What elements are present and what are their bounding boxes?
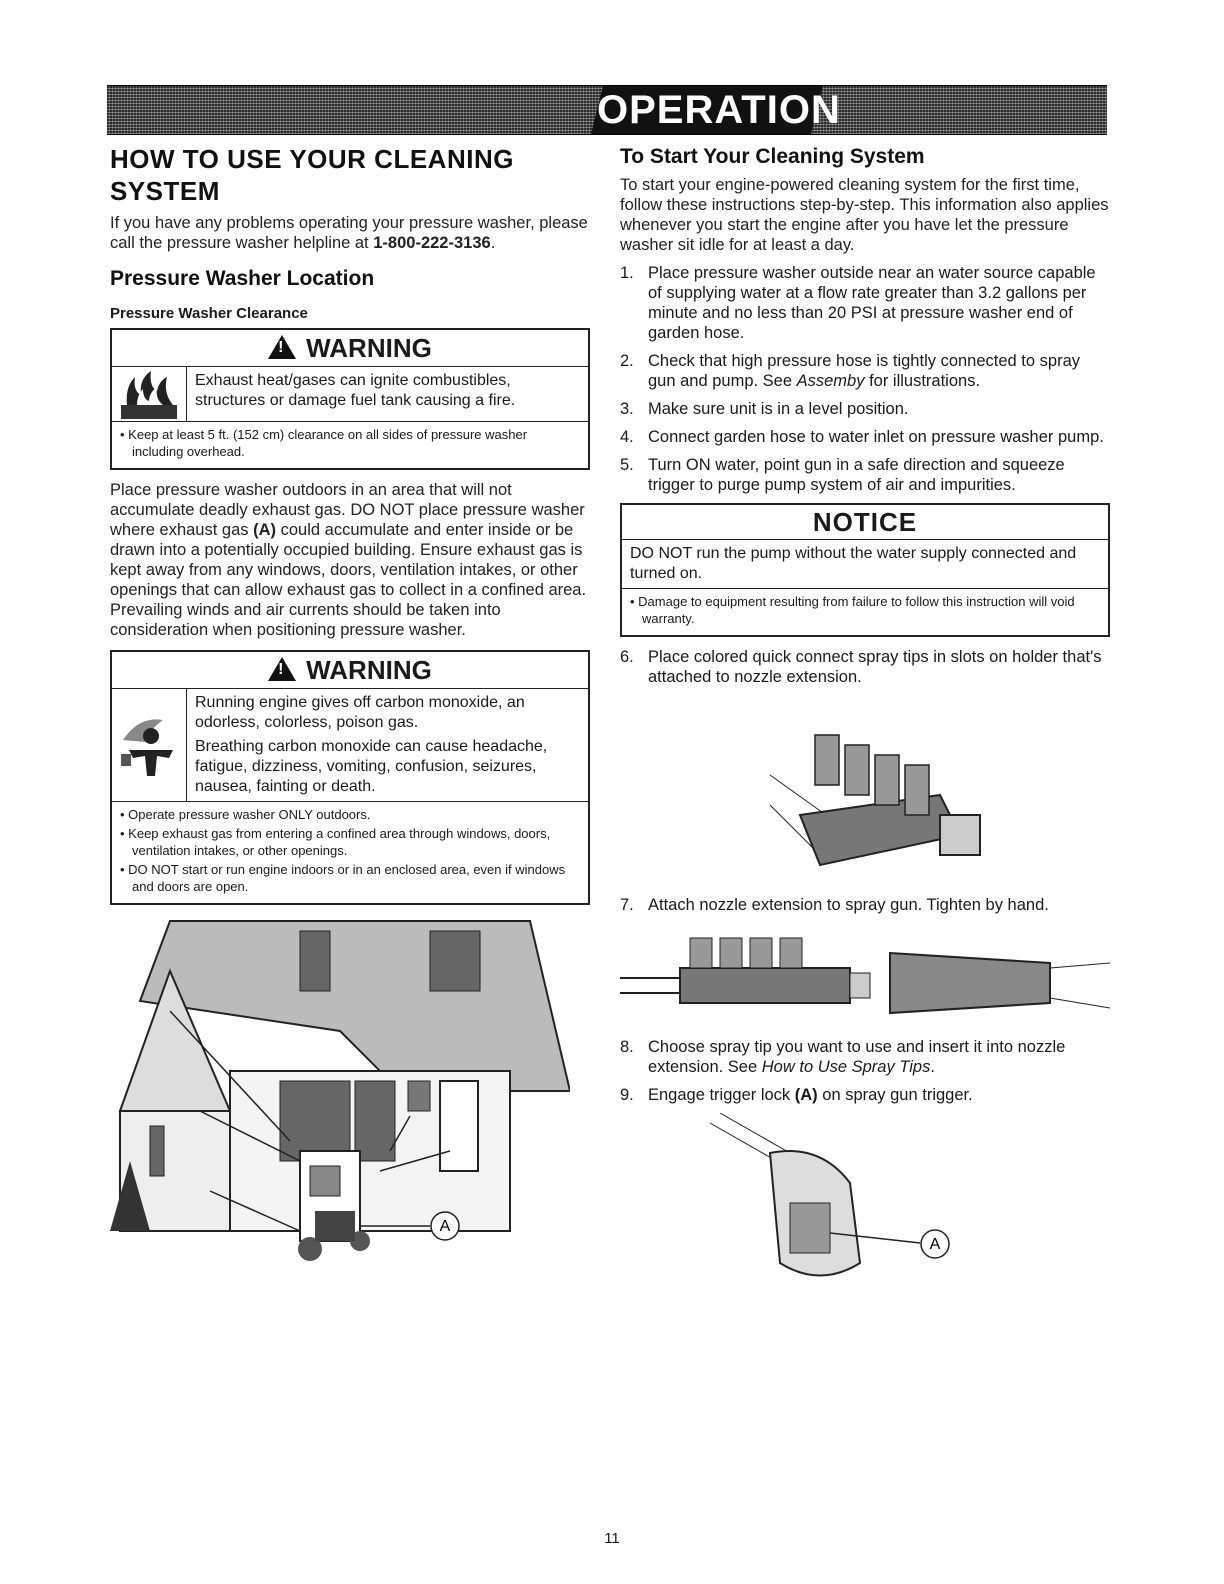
warning-message: Exhaust heat/gases can ignite combustibles, structures or damage fuel tank causing a fire. xyxy=(195,372,516,409)
intro-paragraph: If you have any problems operating your pressure washer, please call the pressure washer helpline at 1-800-222-3136. xyxy=(110,214,588,252)
house-clearance-illustration xyxy=(110,911,570,1271)
notice-bullet: • Damage to equipment resulting from failure to follow this instruction will void warranty. xyxy=(630,594,1075,626)
warning-message: Breathing carbon monoxide can cause headache, fatigue, dizziness, vomiting, confusion, seizures, nausea, fainting or death. xyxy=(195,738,548,795)
step-item: 3. Make sure unit is in a level position. xyxy=(620,400,909,418)
left-column xyxy=(110,143,590,1271)
step-item: 2. Check that high pressure hose is tightly connected to spray gun and pump. See Assemby for illustrations. xyxy=(620,352,1080,390)
banner-title: OPERATION xyxy=(591,86,823,134)
page-number: 11 xyxy=(604,1530,620,1547)
helpline-number: 1-800-222-3136 xyxy=(373,234,491,252)
warning-bullet: • Keep at least 5 ft. (152 cm) clearance on all sides of pressure washer including overhead. xyxy=(120,427,528,459)
notice-bullets xyxy=(622,589,1108,635)
fire-icon xyxy=(112,367,187,421)
step-item: 7. Attach nozzle extension to spray gun. Tighten by hand. xyxy=(620,896,1049,914)
warning-bullet: • DO NOT start or run engine indoors or in an enclosed area, even if windows and doors are open. xyxy=(120,862,566,894)
start-steps-continued xyxy=(620,1037,1110,1105)
nozzle-extension-illustration xyxy=(620,923,1110,1033)
figure-callout-a: A xyxy=(439,1218,451,1235)
section-title: HOW TO USE YOUR CLEANING SYSTEM xyxy=(110,144,514,206)
warning-heading: !WARNING xyxy=(112,330,588,367)
notice-box xyxy=(620,503,1110,637)
warning-heading: !WARNING xyxy=(112,652,588,689)
figure-callout-a: A xyxy=(929,1236,941,1253)
start-heading: To Start Your Cleaning System xyxy=(620,145,925,168)
location-paragraph: Place pressure washer outdoors in an area that will not accumulate deadly exhaust gas. DO NOT place pressure washer where exhaust gas (A) could accumulate and enter inside or be drawn into a potentially occupied building. Ensure exhaust gas is kept away from any windows, doors, ventilation intakes, or other openings that can allow exhaust gas to collect in a confined area. Prevailing winds and air currents should be taken into consideration when positioning pressure washer. xyxy=(110,481,587,639)
warning-bullets xyxy=(112,802,588,903)
operation-banner xyxy=(107,85,1107,135)
start-steps-continued xyxy=(620,647,1110,687)
step-item: 9. Engage trigger lock (A) on spray gun trigger. xyxy=(620,1086,973,1104)
clearance-heading: Pressure Washer Clearance xyxy=(110,305,308,322)
carbon-monoxide-icon xyxy=(112,689,187,801)
warning-message: Running engine gives off carbon monoxide, an odorless, colorless, poison gas. xyxy=(195,694,525,731)
step-item: 8. Choose spray tip you want to use and insert it into nozzle extension. See How to Use Spray Tips. xyxy=(620,1038,1066,1076)
warning-bullet: • Operate pressure washer ONLY outdoors. xyxy=(120,807,371,822)
warning-triangle-icon xyxy=(268,335,296,359)
warning-bullet: • Keep exhaust gas from entering a confined area through windows, doors, ventilation intakes, or other openings. xyxy=(120,826,551,858)
step-item: 4. Connect garden hose to water inlet on pressure washer pump. xyxy=(620,428,1104,446)
notice-message: DO NOT run the pump without the water supply connected and turned on. xyxy=(622,540,1108,589)
step-item: 1. Place pressure washer outside near an water source capable of supplying water at a flow rate greater than 3.2 gallons per minute and no less than 20 PSI at pressure washer end of garden hose. xyxy=(620,264,1096,342)
location-heading: Pressure Washer Location xyxy=(110,267,375,290)
warning-bullets xyxy=(112,422,588,468)
spray-tip-holder-illustration xyxy=(620,695,1110,895)
right-column xyxy=(620,143,1110,1293)
step-item: 5. Turn ON water, point gun in a safe direction and squeeze trigger to purge pump system of air and impurities. xyxy=(620,456,1065,494)
warning-box-carbon-monoxide xyxy=(110,650,590,905)
start-steps-continued xyxy=(620,895,1110,915)
trigger-lock-illustration xyxy=(620,1113,1110,1293)
start-steps xyxy=(620,263,1110,495)
notice-heading: NOTICE xyxy=(622,505,1108,540)
step-item: 6. Place colored quick connect spray tips in slots on holder that's attached to nozzle extension. xyxy=(620,648,1102,686)
start-intro: To start your engine-powered cleaning system for the first time, follow these instructions step-by-step. This information also applies whenever you start the engine after you have let the pressure washer sit idle for at least a day. xyxy=(620,176,1109,254)
warning-triangle-icon xyxy=(268,657,296,681)
warning-box-fire xyxy=(110,328,590,470)
